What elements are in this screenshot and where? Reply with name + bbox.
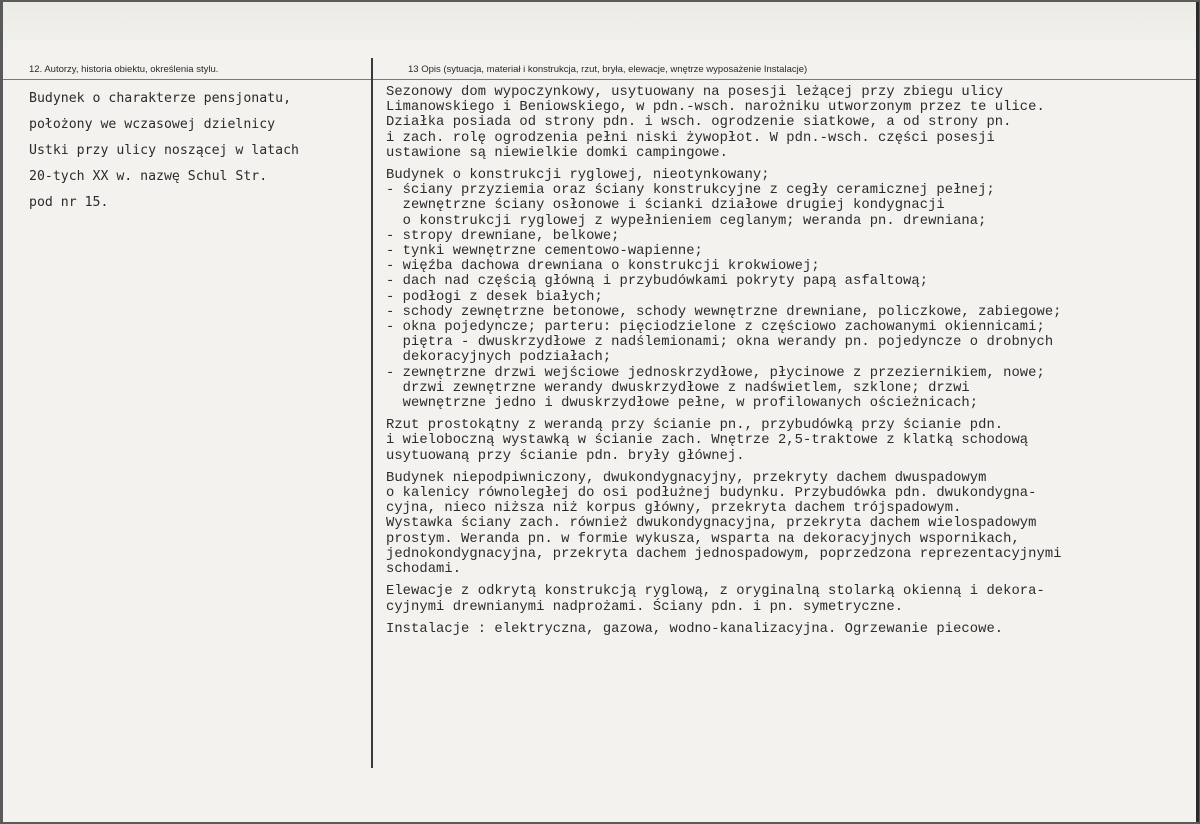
description-line: ustawione są niewielkie domki campingowe. xyxy=(386,145,728,161)
left-text-line: Ustki przy ulicy noszącej w latach xyxy=(29,143,299,158)
description-line: Elewacje z odkrytą konstrukcją ryglową, z oryginalną stolarką okienną i dekora- xyxy=(386,584,1045,600)
left-text-line: położony we wczasowej dzielnicy xyxy=(29,117,276,132)
document-sheet xyxy=(3,2,1199,822)
description-paragraph xyxy=(386,584,1191,614)
description-line: - schody zewnętrzne betonowe, schody wewnętrzne drewniane, policzkowe, zabiegowe; xyxy=(386,304,1062,320)
description-line: - ściany przyziemia oraz ściany konstrukcyjne z cegły ceramicznej pełnej; xyxy=(386,183,995,199)
description-line: Działka posiada od strony pdn. i wsch. ogrodzenie siatkowe, a od strony pn. xyxy=(386,115,1012,131)
description-line: Budynek o konstrukcji ryglowej, nieotynkowany; xyxy=(386,168,770,184)
header-divider xyxy=(3,79,1196,80)
description-line: o konstrukcji ryglowej z wypełnieniem ceglanym; weranda pn. drewniana; xyxy=(386,213,987,229)
left-text-line: pod nr 15. xyxy=(29,195,109,210)
authors-history-text xyxy=(29,86,374,216)
left-text-line: 20-tych XX w. nazwę Schul Str. xyxy=(29,169,268,184)
description-line: - zewnętrzne drzwi wejściowe jednoskrzydłowe, płycinowe z przeziernikiem, nowe; xyxy=(386,365,1045,381)
left-text-line: Budynek o charakterze pensjonatu, xyxy=(29,91,292,106)
description-line: Budynek niepodpiwniczony, dwukondygnacyjny, przekryty dachem dwuspadowym xyxy=(386,470,987,486)
description-line: cyjnymi drewnianymi nadprożami. Ściany pdn. i pn. symetryczne. xyxy=(386,599,904,615)
description-line: jednokondygnacyjna, przekryta dachem jednospadowym, poprzedzona reprezentacyjnymi xyxy=(386,546,1062,562)
description-line: wewnętrzne jedno i dwuskrzydłowe pełne, w profilowanych ościeżnicach; xyxy=(386,396,979,412)
description-text xyxy=(386,85,1191,637)
description-line: usytuowaną przy ścianie pdn. bryły głównej. xyxy=(386,448,745,464)
section-12-header: 12. Autorzy, historia obiektu, określenia stylu. xyxy=(29,64,219,75)
description-line: drzwi zewnętrzne werandy dwuskrzydłowe z nadświetlem, szklone; drzwi xyxy=(386,380,970,396)
description-line: o kalenicy równoległej do osi podłużnej budynku. Przybudówka pdn. dwukondygna- xyxy=(386,486,1037,502)
description-line: zewnętrzne ściany osłonowe i ścianki działowe drugiej kondygnacji xyxy=(386,198,945,214)
description-line: - okna pojedyncze; parteru: pięciodzielone z częściowo zachowanymi okiennicami; xyxy=(386,320,1045,336)
description-line: - tynki wewnętrzne cementowo-wapienne; xyxy=(386,244,703,260)
description-line: Sezonowy dom wypoczynkowy, usytuowany na posesji leżącej przy zbiegu ulicy xyxy=(386,85,1004,100)
description-line: i zach. rolę ogrodzenia pełni niski żywopłot. W pdn.-wsch. części posesji xyxy=(386,130,995,146)
description-line: piętra - dwuskrzydłowe z nadślemionami; okna werandy pn. pojedyncze o drobnych xyxy=(386,335,1054,351)
description-paragraph xyxy=(386,168,1191,411)
description-line: Limanowskiego i Beniowskiego, w pdn.-wsch. narożniku utworzonym przez te ulice. xyxy=(386,100,1045,116)
paragraph-gap xyxy=(386,615,1191,622)
description-line: Wystawka ściany zach. również dwukondygnacyjna, przekryta dachem wielospadowym xyxy=(386,516,1037,532)
description-line: i wieloboczną wystawką w ścianie zach. Wnętrze 2,5-traktowe z klatką schodową xyxy=(386,433,1029,449)
paragraph-gap xyxy=(386,464,1191,471)
description-line: - stropy drewniane, belkowe; xyxy=(386,228,620,244)
description-paragraph xyxy=(386,418,1191,464)
description-line: Rzut prostokątny z werandą przy ścianie pn., przybudówką przy ścianie pdn. xyxy=(386,418,1004,434)
description-line: dekoracyjnych podziałach; xyxy=(386,350,612,366)
paragraph-gap xyxy=(386,161,1191,168)
description-line: - więźba dachowa drewniana o konstrukcji krokwiowej; xyxy=(386,259,820,275)
description-line: Instalacje : elektryczna, gazowa, wodno-kanalizacyjna. Ogrzewanie piecowe. xyxy=(386,621,1004,637)
sheet-top-margin xyxy=(3,2,1196,50)
description-line: - dach nad częścią główną i przybudówkami pokryty papą asfaltową; xyxy=(386,274,929,290)
description-line: - podłogi z desek białych; xyxy=(386,289,603,305)
description-line: cyjna, nieco niższa niż korpus główny, przekryta dachem trójspadowym. xyxy=(386,501,962,517)
description-paragraph xyxy=(386,622,1191,637)
description-line: prostym. Weranda pn. w formie wykusza, wsparta na dekoracyjnych wspornikach, xyxy=(386,531,1020,547)
description-paragraph xyxy=(386,85,1191,161)
description-paragraph xyxy=(386,471,1191,577)
section-13-header: 13 Opis (sytuacja, materiał i konstrukcja, rzut, bryła, elewacje, wnętrze wyposażenie Instalacje) xyxy=(408,64,808,75)
description-line: schodami. xyxy=(386,562,462,578)
